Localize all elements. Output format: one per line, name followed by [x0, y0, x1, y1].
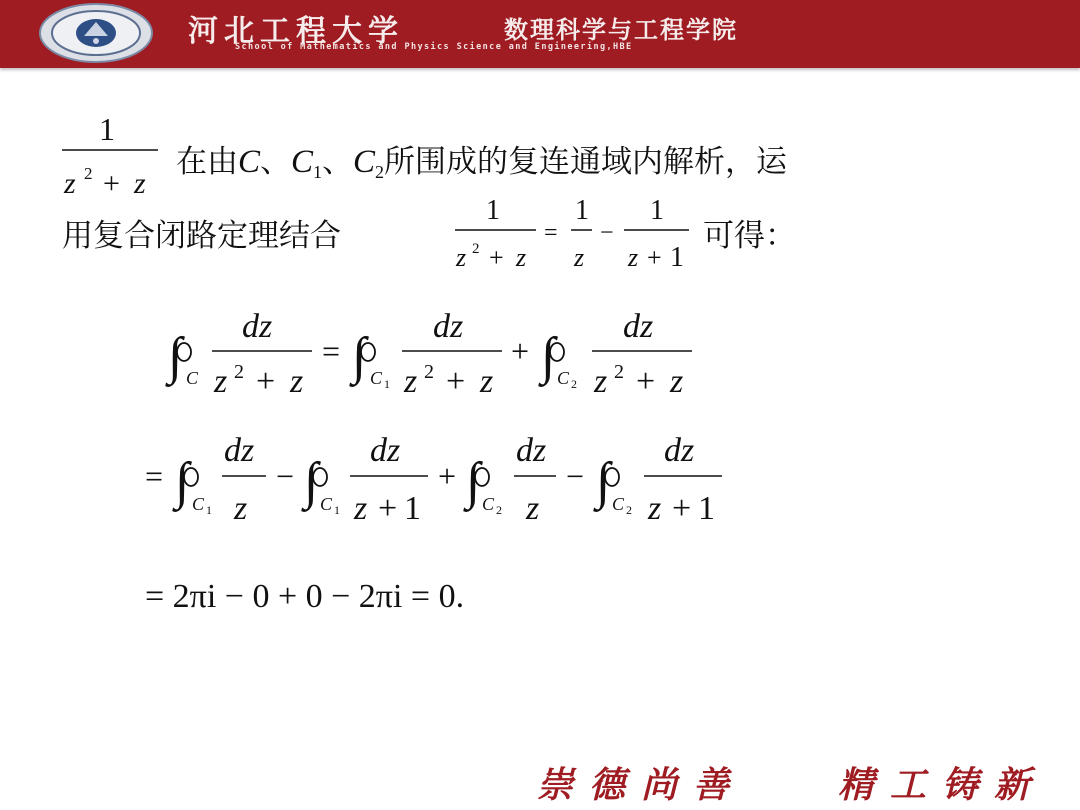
svg-text:z: z: [628, 243, 639, 272]
svg-text:z: z: [234, 490, 248, 527]
svg-text:=: =: [145, 458, 164, 494]
svg-text:∫: ∫: [175, 453, 190, 510]
header-banner: [0, 0, 1080, 68]
slide-content: [0, 68, 1080, 748]
svg-text:z: z: [574, 243, 585, 272]
svg-text:=: =: [544, 220, 558, 246]
svg-text:z: z: [670, 363, 684, 400]
svg-text:dz: dz: [623, 308, 654, 345]
svg-text:+: +: [438, 458, 457, 494]
svg-text:C: C: [482, 494, 495, 514]
svg-text:1: 1: [206, 503, 212, 517]
svg-text:C: C: [192, 494, 205, 514]
svg-text:1: 1: [404, 490, 421, 527]
svg-text:C: C: [186, 368, 199, 388]
line1-text: 在由C、C1、C2所围成的复连通域内解析，运: [176, 144, 788, 182]
svg-text:z: z: [214, 363, 228, 400]
svg-text:dz: dz: [370, 432, 401, 469]
svg-text:2: 2: [614, 361, 624, 383]
motto-left: 崇德尚善: [537, 764, 746, 806]
svg-text:+: +: [636, 363, 656, 400]
svg-text:dz: dz: [664, 432, 695, 469]
svg-text:+: +: [256, 363, 276, 400]
svg-text:2: 2: [571, 377, 577, 391]
svg-text:+: +: [103, 167, 120, 200]
svg-text:dz: dz: [242, 308, 273, 345]
svg-text:∫: ∫: [304, 453, 319, 510]
svg-text:dz: dz: [224, 432, 255, 469]
final-result: = 2πi − 0 + 0 − 2πi = 0.: [145, 578, 465, 615]
fraction-numerator: 1: [99, 111, 115, 147]
line2-suffix: 可得：: [703, 218, 796, 254]
svg-text:1: 1: [384, 377, 390, 391]
svg-text:z: z: [526, 490, 540, 527]
svg-text:z: z: [480, 363, 494, 400]
svg-text:C: C: [612, 494, 625, 514]
svg-text:2: 2: [234, 361, 244, 383]
svg-text:−: −: [600, 220, 614, 246]
svg-text:1: 1: [698, 490, 715, 527]
university-name: 河北工程大学: [188, 14, 404, 49]
equation-2: [145, 432, 722, 527]
svg-text:1: 1: [486, 195, 500, 226]
svg-text:C: C: [557, 368, 570, 388]
svg-text:+: +: [489, 243, 504, 272]
svg-text:z: z: [354, 490, 368, 527]
svg-text:2: 2: [84, 164, 93, 183]
svg-text:dz: dz: [516, 432, 547, 469]
svg-text:2: 2: [626, 503, 632, 517]
svg-text:∫: ∫: [541, 328, 556, 385]
svg-text:z: z: [290, 363, 304, 400]
school-name-en: School of Mathematics and Physics Science and Engineering,HBE: [235, 42, 633, 52]
svg-text:−: −: [566, 458, 585, 494]
svg-text:=: =: [322, 333, 341, 369]
svg-text:∫: ∫: [596, 453, 611, 510]
svg-text:z: z: [594, 363, 608, 400]
svg-text:+: +: [511, 333, 530, 369]
svg-text:z: z: [456, 243, 467, 272]
line2-text: 用复合闭路定理结合: [62, 218, 341, 254]
svg-text:z: z: [404, 363, 418, 400]
svg-text:C: C: [370, 368, 383, 388]
svg-text:1: 1: [575, 195, 589, 226]
svg-text:z: z: [516, 243, 527, 272]
svg-text:1: 1: [334, 503, 340, 517]
svg-text:z: z: [648, 490, 662, 527]
motto-right: 精工铸新: [838, 764, 1047, 806]
university-logo-icon: [38, 2, 154, 64]
svg-text:dz: dz: [433, 308, 464, 345]
svg-text:1: 1: [670, 242, 684, 273]
svg-text:+: +: [378, 490, 398, 527]
svg-text:+: +: [446, 363, 466, 400]
equation-1: [165, 308, 692, 400]
svg-text:z: z: [64, 167, 76, 200]
svg-text:∫: ∫: [466, 453, 481, 510]
svg-text:−: −: [276, 458, 295, 494]
svg-text:z: z: [134, 167, 146, 200]
svg-text:C: C: [320, 494, 333, 514]
svg-text:+: +: [647, 243, 662, 272]
svg-text:∫: ∫: [168, 328, 183, 385]
svg-text:2: 2: [424, 361, 434, 383]
svg-text:1: 1: [650, 195, 664, 226]
svg-text:2: 2: [496, 503, 502, 517]
svg-text:+: +: [672, 490, 692, 527]
svg-text:∫: ∫: [352, 328, 367, 385]
svg-text:2: 2: [472, 241, 480, 257]
school-name-cn: 数理科学与工程学院: [504, 16, 738, 44]
